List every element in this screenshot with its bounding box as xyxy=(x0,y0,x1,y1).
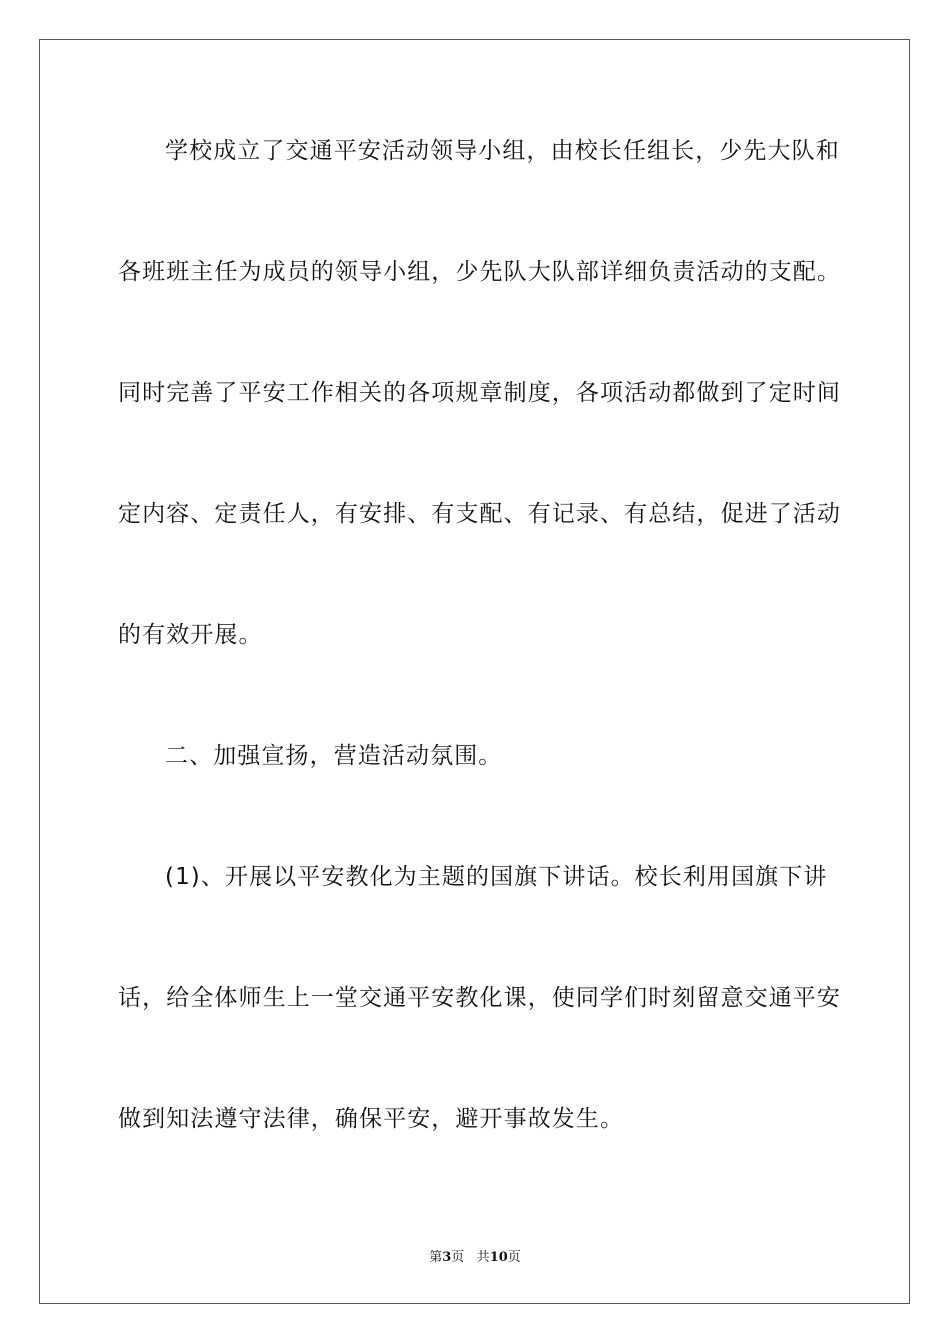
page-prefix: 第 xyxy=(429,1250,443,1265)
section-heading: 二、加强宣扬，营造活动氛围。 xyxy=(165,743,503,769)
total-pages: 10 xyxy=(489,1250,508,1265)
total-suffix: 页 xyxy=(507,1250,521,1265)
total-prefix: 共 xyxy=(476,1250,490,1265)
paragraph-line: 定内容、定责任人，有安排、有支配、有记录、有总结，促进了活动 xyxy=(118,501,841,527)
document-body xyxy=(118,128,841,1217)
paragraph-line: 话，给全体师生上一堂交通平安教化课，使同学们时刻留意交通平安 xyxy=(118,985,841,1011)
paragraph-line: 同时完善了平安工作相关的各项规章制度，各项活动都做到了定时间 xyxy=(118,380,841,406)
paragraph-line: (1)、开展以平安教化为主题的国旗下讲话。校长利用国旗下讲 xyxy=(165,864,828,890)
page-footer xyxy=(0,1246,950,1265)
paragraph-line: 做到知法遵守法律，确保平安，避开事故发生。 xyxy=(118,1106,625,1132)
paragraph-line: 各班班主任为成员的领导小组，少先队大队部详细负责活动的支配。 xyxy=(118,259,841,285)
page-number: 3 xyxy=(442,1250,452,1265)
paragraph-line: 学校成立了交通平安活动领导小组，由校长任组长，少先大队和 xyxy=(165,138,840,164)
paragraph-line: 的有效开展。 xyxy=(118,622,263,648)
page-suffix: 页 xyxy=(451,1250,465,1265)
